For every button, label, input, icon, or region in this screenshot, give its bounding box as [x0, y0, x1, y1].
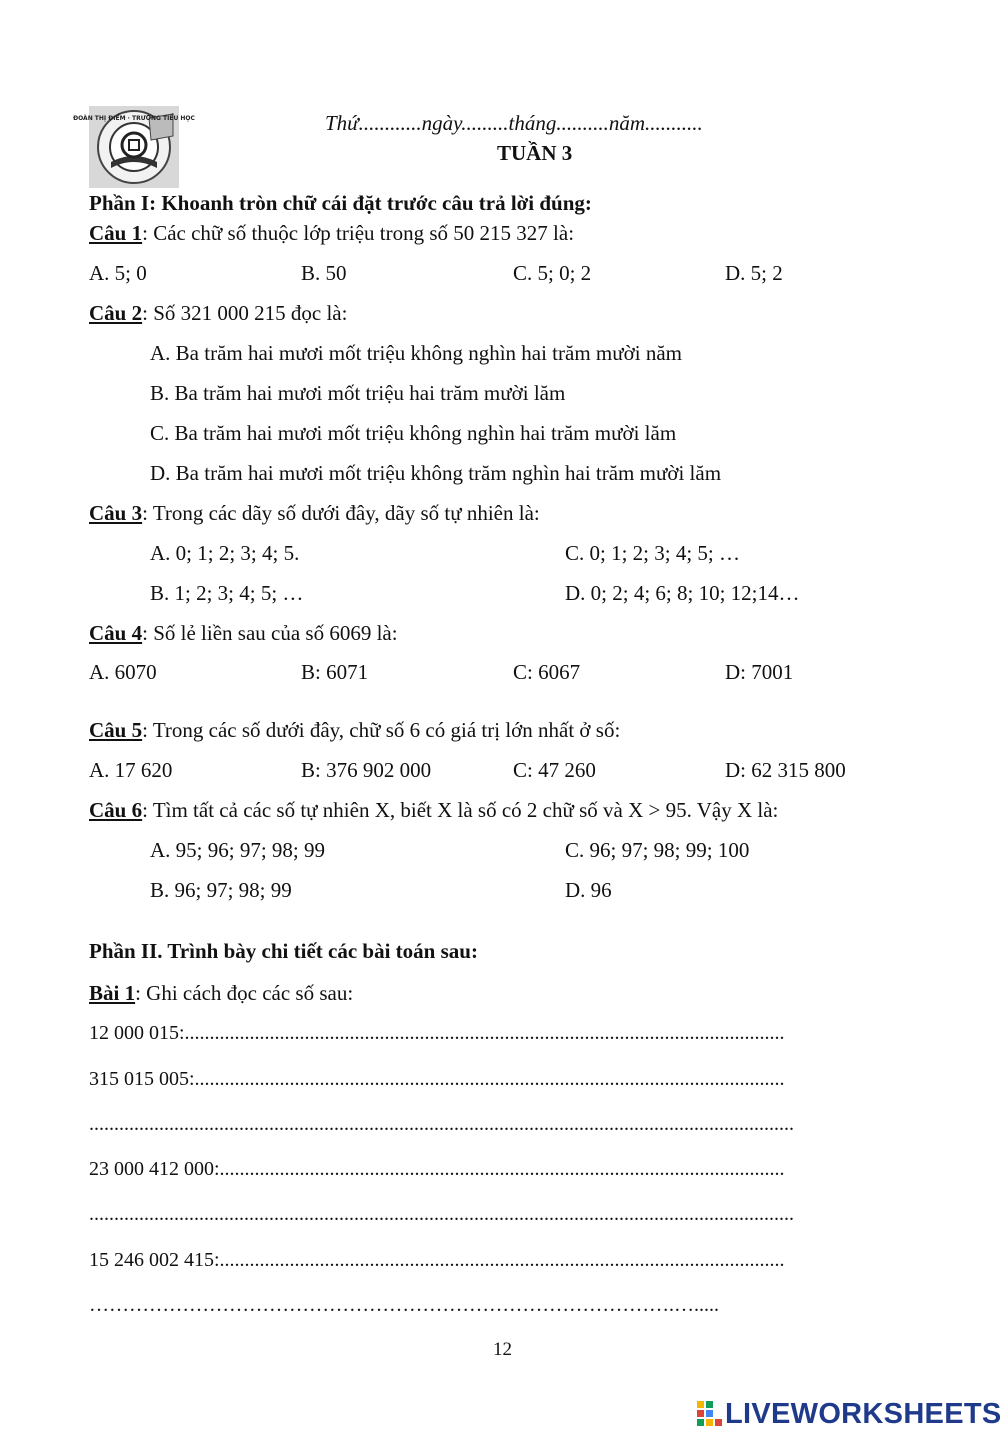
q2-option-c[interactable]: C. Ba trăm hai mươi mốt triệu không nghìn hai trăm mười lăm: [150, 421, 677, 445]
q2-option-d[interactable]: D. Ba trăm hai mươi mốt triệu không trăm nghìn hai trăm mười lăm: [150, 461, 722, 485]
q3-option-a[interactable]: A. 0; 1; 2; 3; 4; 5.: [150, 541, 300, 565]
q6-text: : Tìm tất cả các số tự nhiên X, biết X là số có 2 chữ số và X > 95. Vậy X là:: [142, 798, 779, 822]
answer-line-5[interactable]: .............................................................................................................................................: [89, 1203, 794, 1225]
q2-label: Câu 2: [89, 301, 143, 325]
liveworksheets-brand[interactable]: [697, 1399, 1002, 1429]
q2-text: : Số 321 000 215 đọc là:: [142, 301, 348, 325]
q1-option-c[interactable]: C. 5; 0; 2: [513, 261, 592, 285]
q5-option-b[interactable]: B: 376 902 000: [301, 758, 432, 782]
q1-label: Câu 1: [89, 221, 143, 245]
q4-option-c[interactable]: C: 6067: [513, 660, 581, 684]
page-number: 12: [493, 1339, 512, 1360]
q1-option-d[interactable]: D. 5; 2: [725, 261, 783, 285]
q1-option-a[interactable]: A. 5; 0: [89, 261, 147, 285]
q6-option-b[interactable]: B. 96; 97; 98; 99: [150, 878, 292, 902]
q5-option-a[interactable]: A. 17 620: [89, 758, 173, 782]
question-2: [89, 300, 347, 326]
liveworksheets-logo-icon: [697, 1401, 723, 1427]
liveworksheets-text: LIVEWORKSHEETS: [725, 1397, 1002, 1430]
q3-option-c[interactable]: C. 0; 1; 2; 3; 4; 5; …: [565, 541, 741, 565]
bai1-label: Bài 1: [89, 981, 136, 1005]
q6-label: Câu 6: [89, 798, 143, 822]
answer-line-4[interactable]: 23 000 412 000:.................................................................................................................: [89, 1158, 785, 1180]
school-logo: [73, 106, 195, 188]
q4-option-a[interactable]: A. 6070: [89, 660, 157, 684]
answer-line-7[interactable]: …………………………………………………………………………….….....: [89, 1294, 719, 1316]
q4-text: : Số lẻ liền sau của số 6069 là:: [142, 621, 398, 645]
exercise-1: [89, 980, 353, 1006]
q5-label: Câu 5: [89, 718, 143, 742]
q5-option-d[interactable]: D: 62 315 800: [725, 758, 846, 782]
q4-option-d[interactable]: D: 7001: [725, 660, 794, 684]
q6-option-d[interactable]: D. 96: [565, 878, 612, 902]
answer-line-2[interactable]: 315 015 005:......................................................................................................................: [89, 1068, 785, 1090]
part2-title: Phần II. Trình bày chi tiết các bài toán sau:: [89, 939, 478, 963]
q6-option-c[interactable]: C. 96; 97; 98; 99; 100: [565, 838, 750, 862]
q4-option-b[interactable]: B: 6071: [301, 660, 369, 684]
q6-option-a[interactable]: A. 95; 96; 97; 98; 99: [150, 838, 326, 862]
bai1-text: : Ghi cách đọc các số sau:: [135, 981, 354, 1005]
q1-text: : Các chữ số thuộc lớp triệu trong số 50 215 327 là:: [142, 221, 575, 245]
q3-text: : Trong các dãy số dưới đây, dãy số tự nhiên là:: [142, 501, 540, 525]
answer-line-3[interactable]: .............................................................................................................................................: [89, 1113, 794, 1135]
q5-option-c[interactable]: C: 47 260: [513, 758, 596, 782]
question-4: [89, 620, 398, 646]
question-5: [89, 717, 620, 743]
q3-option-d[interactable]: D. 0; 2; 4; 6; 8; 10; 12;14…: [565, 581, 800, 605]
q3-label: Câu 3: [89, 501, 143, 525]
q3-option-b[interactable]: B. 1; 2; 3; 4; 5; …: [150, 581, 304, 605]
q4-label: Câu 4: [89, 621, 143, 645]
date-line: Thứ............ngày.........tháng..........năm...........: [325, 111, 703, 135]
week-title: TUẦN 3: [497, 141, 573, 165]
question-1: [89, 220, 574, 246]
q5-text: : Trong các số dưới đây, chữ số 6 có giá trị lớn nhất ở số:: [142, 718, 621, 742]
q2-option-a[interactable]: A. Ba trăm hai mươi mốt triệu không nghìn hai trăm mười năm: [150, 341, 682, 365]
question-6: [89, 797, 778, 823]
q2-option-b[interactable]: B. Ba trăm hai mươi mốt triệu hai trăm mười lăm: [150, 381, 566, 405]
question-3: [89, 500, 540, 526]
q1-option-b[interactable]: B. 50: [301, 261, 347, 285]
answer-line-6[interactable]: 15 246 002 415:.................................................................................................................: [89, 1249, 785, 1271]
answer-line-1[interactable]: 12 000 015:........................................................................................................................: [89, 1022, 785, 1044]
logo-text: ĐOÀN THỊ ĐIỂM · TRƯỜNG TIỂU HỌC: [73, 115, 195, 122]
part1-title: Phần I: Khoanh tròn chữ cái đặt trước câu trả lời đúng:: [89, 191, 592, 215]
